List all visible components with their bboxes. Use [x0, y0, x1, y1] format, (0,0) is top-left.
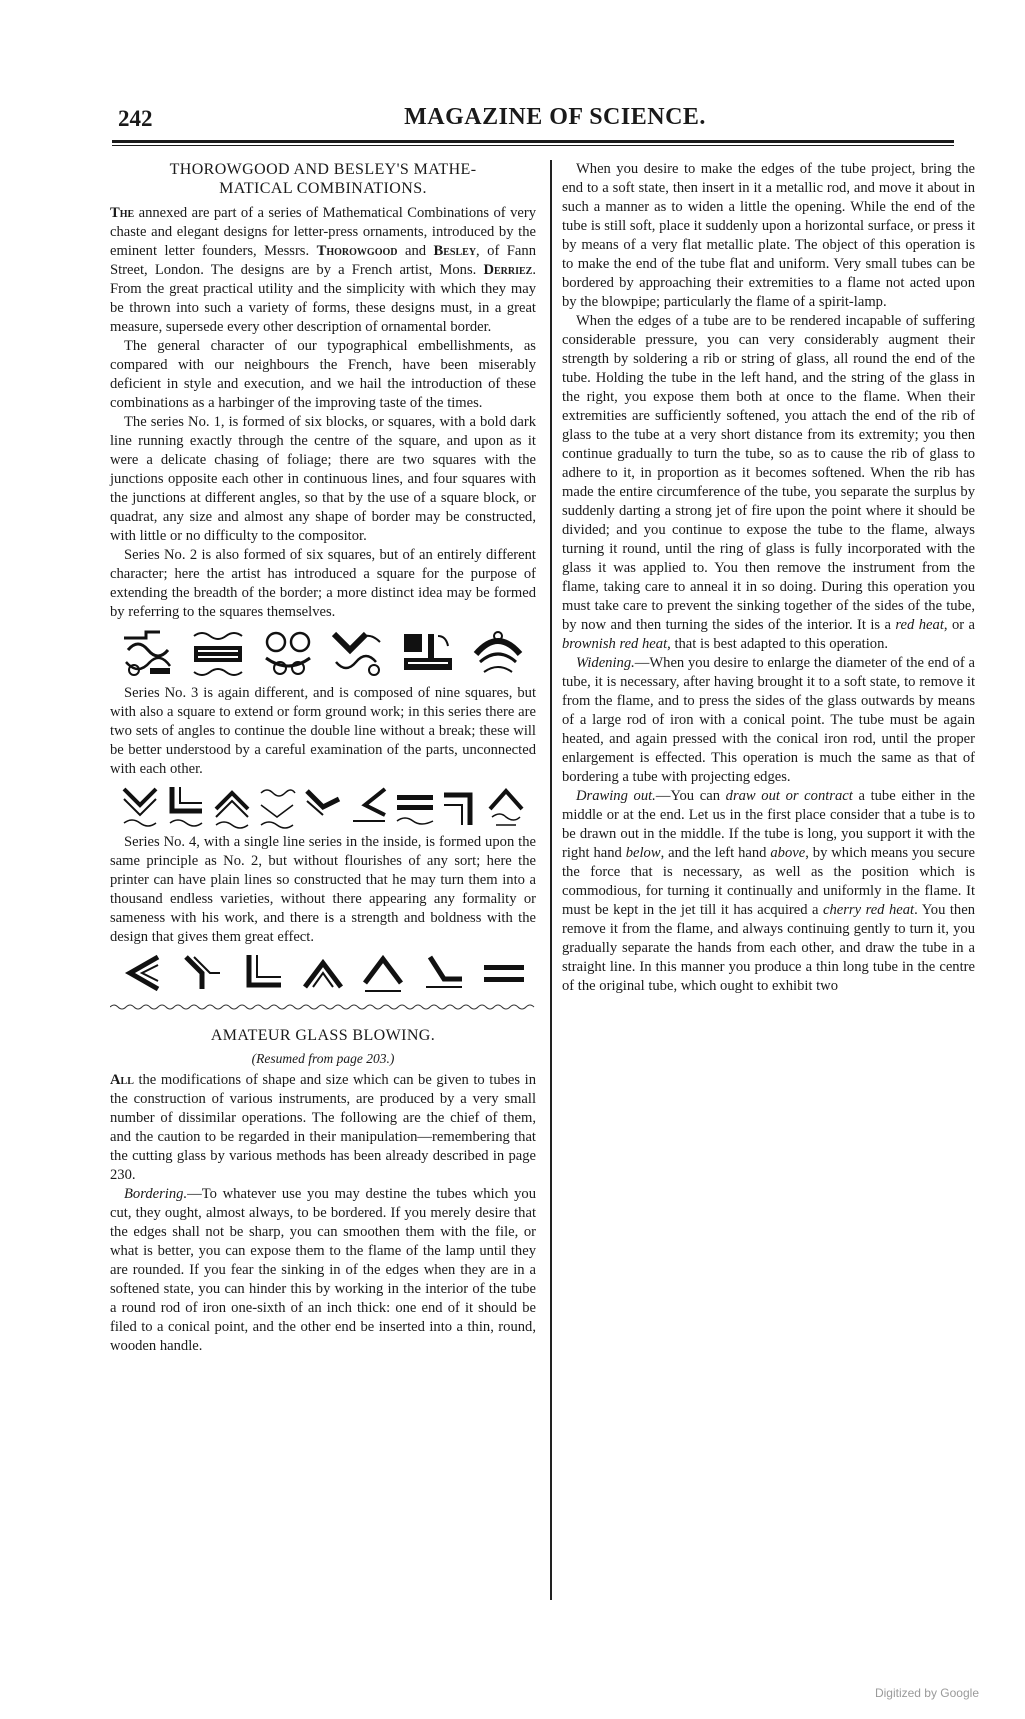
article-title-line-1: THOROWGOOD AND BESLEY'S MATHE- [169, 161, 477, 178]
flourish-ornament-icon [260, 628, 316, 680]
angle-ornament-icon [301, 953, 345, 993]
flourish-ornament-icon [470, 628, 526, 680]
angle-ornament-icon [166, 785, 206, 829]
ornament-series-4 [110, 953, 536, 993]
line-ornament-icon [482, 953, 526, 993]
drop-word: The [110, 205, 135, 221]
article-subtitle: (Resumed from page 203.) [251, 1051, 395, 1066]
paragraph: Series No. 3 is again different, and is composed of nine squares, but with also a square to extend or form ground work; in this series there are two sets of angles to continue the double line without a break; these will be better understood by a careful examination of the parts, unconnected with each other. [110, 685, 536, 777]
wavy-divider [110, 1003, 536, 1011]
running-title: MAGAZINE OF SCIENCE. [404, 104, 706, 130]
article-title-line-2: MATICAL COMBINATIONS. [219, 180, 427, 197]
angle-ornament-icon [212, 785, 252, 829]
angle-ornament-icon [361, 953, 405, 993]
line-ornament-icon [395, 785, 435, 829]
section-heading: Bordering. [124, 1186, 188, 1202]
flourish-ornament-icon [400, 628, 456, 680]
article-title-glass-blowing: AMATEUR GLASS BLOWING. [210, 1027, 436, 1044]
right-column [562, 160, 975, 996]
angle-ornament-icon [486, 785, 526, 829]
ornament-series-2 [110, 628, 536, 680]
paragraph: The annexed are part of a series of Mathematical Combinations of very chaste and elegant designs for letter-press ornaments, introduced by the eminent letter founders, Messrs. Thorowgood and Besley, of Fann Street, London. The designs are by a French artist, Mons. Derriez. From the great practical utility and the simplicity with which they may be thrown into such a variety of forms, these designs must, in a great measure, supersede every other description of ornamental border. [110, 205, 536, 335]
ornament-series-3 [110, 785, 536, 829]
paragraph: The series No. 1, is formed of six blocks, or squares, with a bold dark line running exactly through the centre of the square, and upon as it were a delicate chasing of foliage; there are two squares with the junctions opposite each other in continuous lines, and four squares with the junctions at different angles, so that by the use of a square block, or quadrat, any size and almost any shape of border may be constructed, with little or no difficulty to the compositor. [110, 414, 536, 544]
angle-ornament-icon [303, 785, 343, 829]
angle-ornament-icon [180, 953, 224, 993]
flourish-ornament-icon [190, 628, 246, 680]
angle-ornament-icon [440, 785, 480, 829]
angle-ornament-icon [120, 953, 164, 993]
paragraph: Bordering.—To whatever use you may destine the tubes which you cut, they ought, almost always, to be bordered. If you merely desire that the edges shall not be sharp, you can smoothen them with the file, or what is better, you can expose them to the flame of the lamp until they are rounded. If you fear the sinking in of the edges when they are in a softened state, you can hinder this by working in the interior of the tube a round rod of iron one-sixth of an inch thick: one end of it should be filed to a conical point, and the other end be inserted into a thin, round, wooden handle. [110, 1186, 536, 1354]
paragraph: When the edges of a tube are to be rendered incapable of suffering considerable pressure, you can very considerably augment their strength by soldering a rib or string of glass, all round the end of the tube. Holding the tube in the left hand, and the string of the glass in the right, you expose them both at once to the flame. When their extremities are sufficiently softened, you attach the end of the rib of glass to the tube at a very short distance from its extremity; you then continue gradually to turn the tube, so as to cause the rib of glass to adhere to it, in proportion as it becomes softened. When the rib has made the entire circumference of the tube, you separate the surplus by suddenly darting a strong jet of fire upon the point where it should be divided; and you continue to expose the tube to the flame, always turning it round, until the ring of glass is fully incorporated with the glass it was applied to. You then remove the instrument from the flame, taking care to anneal it in so doing. During this operation you must take care to prevent the sinking together of the sides of the tube, by now and then turning the sides of the interior. It is a red heat, or a brownish red heat, that is best adapted to this operation. [562, 313, 976, 652]
paragraph: Series No. 2 is also formed of six squares, but of an entirely different character; here the artist has introduced a square for the purpose of extending the breadth of the border; a more distinct idea may be formed by referring to the squares themselves. [110, 547, 536, 620]
header-rule-thin [112, 145, 954, 146]
proper-name: Besley [433, 243, 477, 259]
section-heading: Drawing out. [576, 788, 656, 804]
angle-ornament-icon [349, 785, 389, 829]
watermark: Digitized by Google [874, 1686, 979, 1700]
paragraph: Series No. 4, with a single line series in the inside, is formed upon the same principle as No. 2, but without flourishes of any sort; here the printer can have plain lines so constructed that he may turn them into a thousand endless varieties, without there appearing any formality or sameness with his work, and there is a strength and boldness with the design that gives them great effect. [110, 834, 536, 945]
article-title-combinations [110, 160, 536, 198]
page-header [118, 104, 952, 138]
column-divider [550, 160, 552, 1600]
proper-name: Derriez [483, 262, 533, 278]
header-rule [112, 140, 954, 143]
flourish-ornament-icon [120, 628, 176, 680]
paragraph: The general character of our typographical embellishments, as compared with our neighbours the French, have been miserably deficient in style and execution, and we hail the introduction of these combinations as a harbinger of the improving taste of the times. [110, 338, 536, 411]
proper-name: Thorowgood [316, 243, 398, 259]
section-heading: Widening. [576, 655, 635, 671]
angle-ornament-icon [241, 953, 285, 993]
paragraph: All the modifications of shape and size which can be given to tubes in the construction of various instruments, are produced by a very small number of dissimilar operations. The following are the chief of them, and the caution to be regarded in their manipulation—remembering that the cutting glass by various methods has been already described in page 230. [110, 1072, 536, 1183]
angle-ornament-icon [257, 785, 297, 829]
flourish-ornament-icon [330, 628, 386, 680]
paragraph: Drawing out.—You can draw out or contract a tube either in the middle or at the end. Let us in the first place consider that a tube is to be drawn out in the middle. If the tube is long, you support it with the right hand below, and the left hand above, by which means you secure the force that is necessary, as well as the position which is commodious, for turning it continually and uniformly in the flame. It must be kept in the jet till it has acquired a cherry red heat. You then remove it from the flame, and always continuing gently to turn it, you gradually separate the hands from each other, and draw the tube in a straight line. In this manner you produce a thin long tube in the centre of the original tube, which ought to exhibit two [562, 788, 976, 994]
angle-ornament-icon [422, 953, 466, 993]
drop-word: All [110, 1072, 134, 1088]
left-column [110, 160, 536, 1356]
paragraph: Widening.—When you desire to enlarge the diameter of the end of a tube, it is necessary, after having brought it to a soft state, to remove it from the flame, and to press the sides of the glass outwards by means of a large rod of iron with a conical point. The tube must be again heated, and again pressed with the conical iron rod, until the proper enlargement is effected. This operation is much the same as that of bordering a tube with projecting edges. [562, 655, 975, 785]
paragraph: When you desire to make the edges of the tube project, bring the end to a soft state, then insert in it a metallic rod, and move it about in such a manner as to widen a little the opening. While the end of the tube is still soft, place it suddenly upon a horizontal surface, or press it by means of a very flat metallic plate. The object of this operation is to make the end of the tube flat and uniform. Very small tubes can be bordered by approaching their extremities to a flame not acted upon by the blowpipe; particularly the flame of a spirit-lamp. [562, 161, 975, 310]
angle-ornament-icon [120, 785, 160, 829]
page-number: 242 [118, 106, 153, 131]
